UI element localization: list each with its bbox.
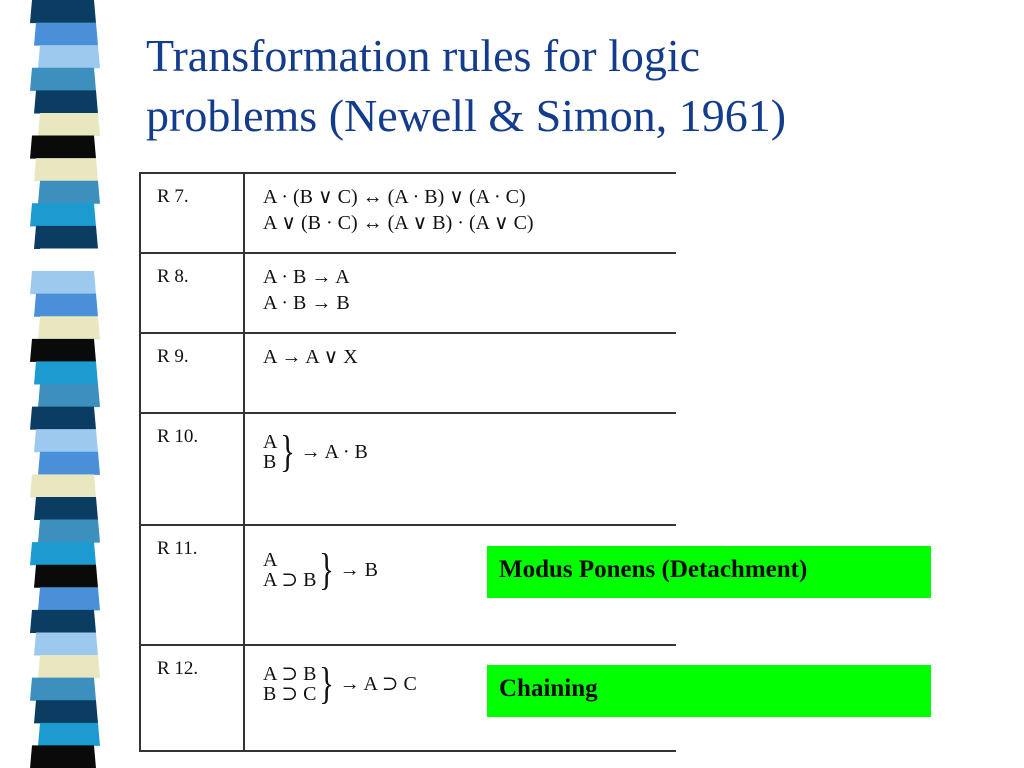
rule-id: R 8. [140,253,244,333]
premise: A ⊃ B [263,569,317,591]
stripe-segment [38,316,100,339]
rule-id: R 9. [140,333,244,413]
stripe-segment [38,520,100,543]
rule-row [140,333,676,413]
premise: A [263,431,278,453]
slide-title-line-2: problems (Newell & Simon, 1961) [146,90,787,141]
stripe-segment [38,113,100,136]
stripe-segment [38,45,100,68]
stripe-segment [30,407,96,430]
rule-row [140,413,676,525]
slide-title [146,26,1006,146]
rule-formula [244,173,676,253]
stripe-segment [38,452,100,475]
stripe-segment [34,361,98,384]
rule-formula [244,253,676,333]
rule-formula [244,333,676,413]
formula-line: A · B → B [263,292,350,314]
stripe-segment [30,339,96,362]
formula-line: A · (B ∨ C) ↔ (A · B) ∨ (A · C) [263,186,526,208]
stripe-segment [34,226,98,249]
rule-result: → B [339,559,378,581]
stripe-segment [30,610,96,633]
premise-stack [263,432,277,472]
stripe-segment [38,655,100,678]
stripe-segment [38,723,100,746]
stripe-segment [34,565,98,588]
stripe-segment [38,248,100,271]
stripe-segment [34,158,98,181]
right-brace-icon: } [319,545,335,594]
stripe-segment [34,429,98,452]
chaining-label: Chaining [487,665,931,717]
rule-id: R 11. [140,525,244,645]
stripe-segment [30,271,96,294]
stripe-segment [38,181,100,204]
stripe-segment [30,0,96,23]
premise: A ⊃ B [263,663,317,685]
brace-rule [263,427,676,476]
rule-result: → A · B [300,441,368,463]
stripe-segment [34,294,98,317]
premise: B ⊃ C [263,683,317,705]
premise-stack [263,664,316,704]
rule-result: → A ⊃ C [339,673,417,695]
stripe-segment [34,90,98,113]
stripe-segment [30,136,96,159]
stripe-segment [34,23,98,46]
stripe-segment [34,497,98,520]
rule-id: R 12. [140,645,244,751]
stripe-segment [30,745,96,768]
rule-row [140,173,676,253]
decorative-stripe-bar [0,0,118,768]
right-brace-icon: } [319,659,335,708]
stripe-segment [30,68,96,91]
modus-ponens-label: Modus Ponens (Detachment) [487,546,931,598]
formula-line: A ∨ (B · C) ↔ (A ∨ B) · (A ∨ C) [263,212,534,234]
formula-line: A · B → A [263,266,350,288]
stripe-segment [30,678,96,701]
rule-formula [244,413,676,525]
stripe-segment [38,587,100,610]
premise: A [263,549,278,571]
slide-title-line-1: Transformation rules for logic [146,30,701,81]
stripe-segment [34,700,98,723]
stripe-segment [34,632,98,655]
rule-id: R 10. [140,413,244,525]
stripe-segment [30,474,96,497]
stripe-segment [38,384,100,407]
premise: B [263,451,277,473]
stripe-segment [30,542,96,565]
rule-id: R 7. [140,173,244,253]
formula-line: A → A ∨ X [263,346,358,368]
right-brace-icon: } [280,427,296,476]
rule-row [140,253,676,333]
premise-stack [263,550,316,590]
stripe-segment [30,203,96,226]
